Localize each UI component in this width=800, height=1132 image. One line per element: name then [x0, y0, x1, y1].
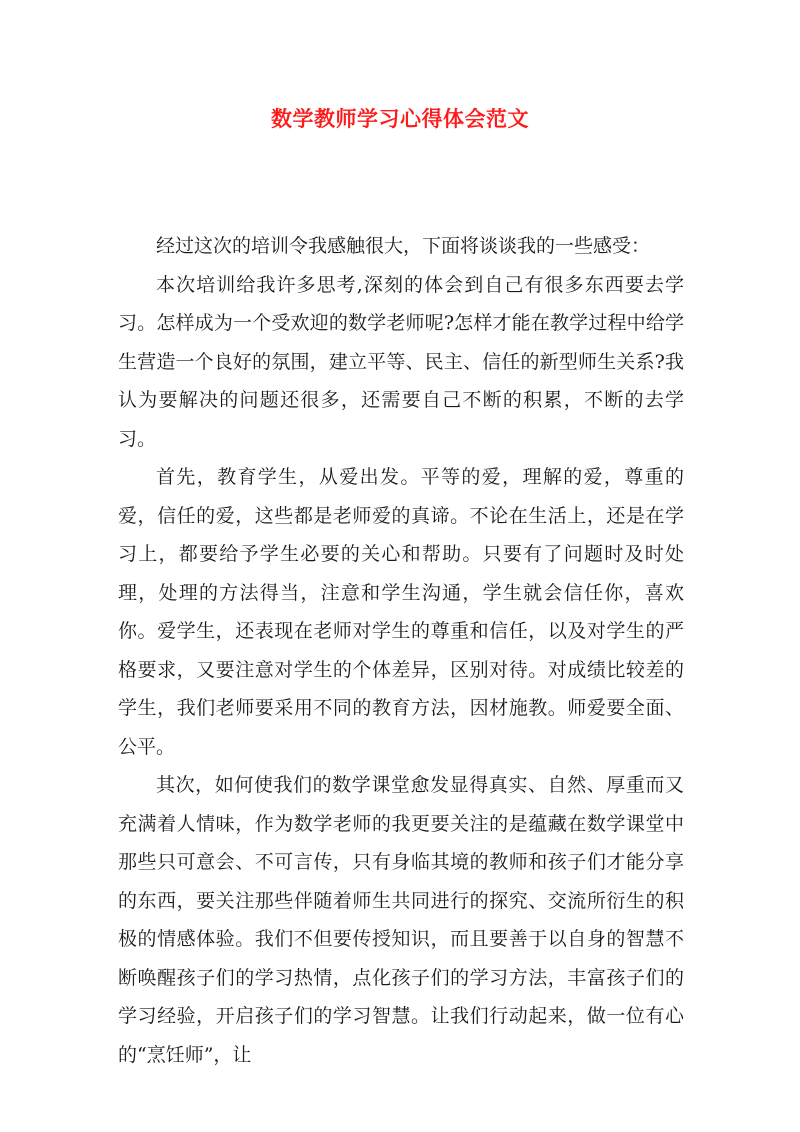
paragraph-love-students: 首先，教育学生，从爱出发。平等的爱，理解的爱，尊重的爱，信任的爱，这些都是老师爱的真谛。不论在生活上，还是在学习上，都要给予学生必要的关心和帮助。只要有了问题时及时处理，处理的方法得当，注意和学生沟通，学生就会信任你，喜欢你。爱学生，还表现在老师对学生的尊重和信任，以及对学生的严格要求，又要注意对学生的个体差异，区别对待。对成绩比较差的学生，我们老师要采用不同的教育方法，因材施教。师爱要全面、公平。 [118, 466, 684, 758]
paragraph-intro: 经过这次的培训令我感触很大，下面将谈谈我的一些感受： [156, 235, 651, 257]
document-title: 数学教师学习心得体会范文 [271, 106, 529, 131]
document-body [118, 227, 684, 1074]
paragraph-training-reflection: 本次培训给我许多思考,深刻的体会到自己有很多东西要去学习。怎样成为一个受欢迎的数学老师呢?怎样才能在教学过程中给学生营造一个良好的氛围，建立平等、民主、信任的新型师生关系?我认为要解决的问题还很多，还需要自己不断的积累，不断的去学习。 [118, 273, 684, 450]
paragraph-classroom: 其次，如何使我们的数学课堂愈发显得真实、自然、厚重而又充满着人情味，作为数学老师的我更要关注的是蕴藏在数学课堂中那些只可意会、不可言传，只有身临其境的教师和孩子们才能分享的东西，要关注那些伴随着师生共同进行的探究、交流所衍生的积极的情感体验。我们不但要传授知识，而且要善于以自身的智慧不断唤醒孩子们的学习热情，点化孩子们的学习方法，丰富孩子们的学习经验，开启孩子们的学习智慧。让我们行动起来，做一位有心的“烹饪师”，让 [118, 774, 684, 1066]
